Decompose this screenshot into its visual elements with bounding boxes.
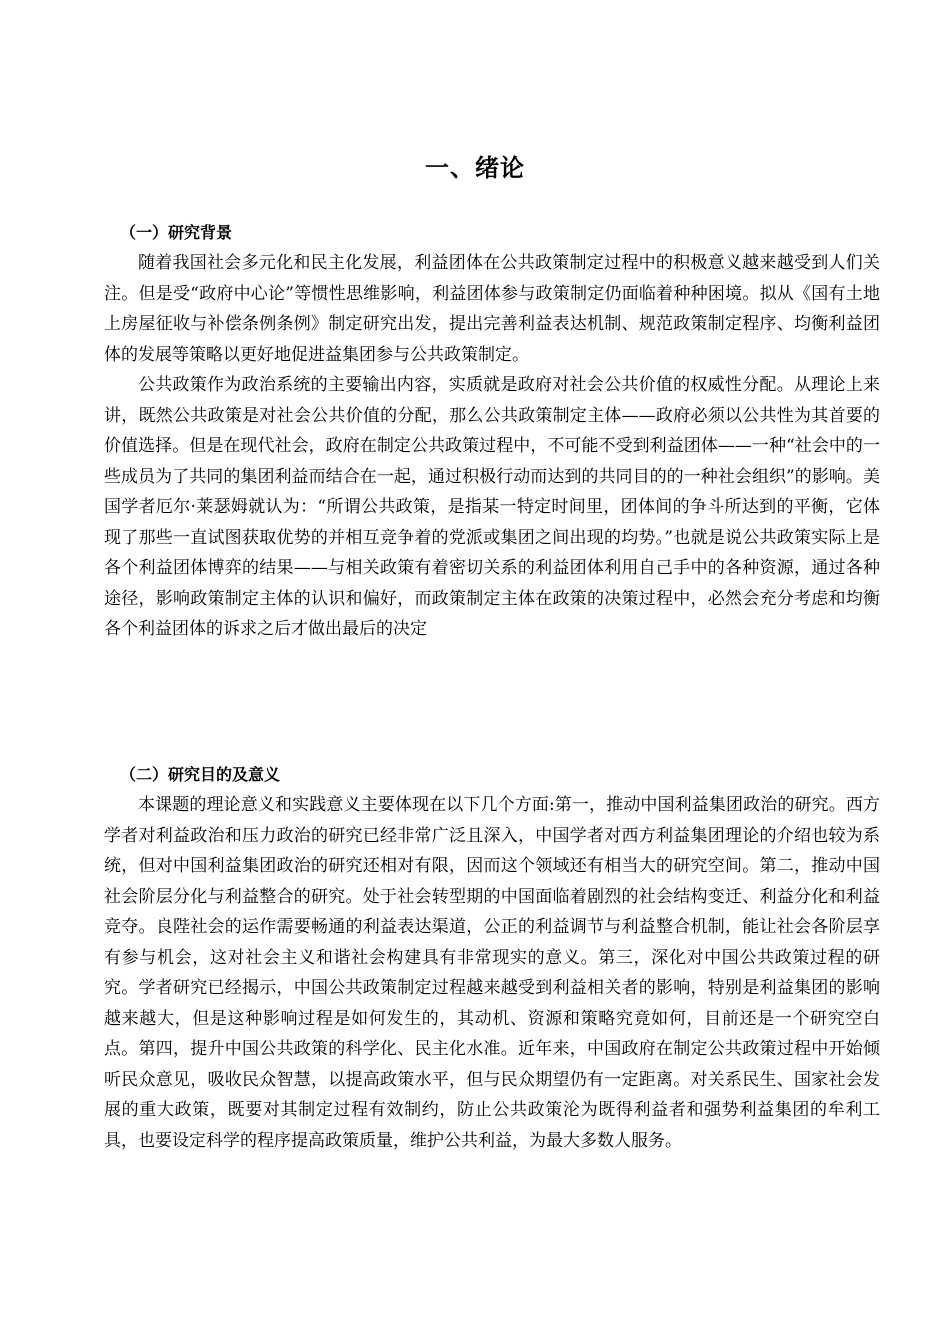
section-research-background	[104, 218, 880, 645]
section-heading: （一）研究背景	[120, 223, 233, 242]
paragraph: 公共政策作为政治系统的主要输出内容，实质就是政府对社会公共价值的权威性分配。从理论上来讲，既然公共政策是对社会公共价值的分配，那么公共政策制定主体——政府必须以公共性为其首要的价值选择。但是在现代社会，政府在制定公共政策过程中，不可能不受到利益团体——一种“社会中的一些成员为了共同的集团利益而结合在一起，通过积极行动而达到的共同目的的一种社会组织”的影响。美国学者厄尔·莱瑟姆就认为：“所谓公共政策，是指某一特定时间里，团体间的争斗所达到的平衡，它体现了那些一直试图获取优势的并相互竞争着的党派或集团之间出现的均势。”也就是说公共政策实际上是各个利益团体博弈的结果——与相关政策有着密切关系的利益团体利用自己手中的各种资源，通过各种途径，影响政策制定主体的认识和偏好，而政策制定主体在政策的决策过程中，必然会充分考虑和均衡各个利益团体的诉求之后才做出最后的决定	[104, 375, 880, 639]
section-heading: （二）研究目的及意义	[120, 765, 281, 784]
section-research-purpose	[104, 760, 880, 1156]
paragraph: 本课题的理论意义和实践意义主要体现在以下几个方面:第一，推动中国利益集团政治的研究。西方学者对利益政治和压力政治的研究已经非常广泛且深入，中国学者对西方利益集团理论的介绍也较为系统，但对中国利益集团政治的研究还相对有限，因而这个领域还有相当大的研究空间。第二，推动中国社会阶层分化与利益整合的研究。处于社会转型期的中国面临着剧烈的社会结构变迁、利益分化和利益竞夺。良陛社会的运作需要畅通的利益表达渠道，公正的利益调节与利益整合机制，能让社会各阶层享有参与机会，这对社会主义和谐社会构建具有非常现实的意义。第三，深化对中国公共政策过程的研究。学者研究已经揭示，中国公共政策制定过程越来越受到利益相关者的影响，特别是利益集团的影响越来越大，但是这种影响过程是如何发生的，其动机、资源和策略究竟如何，目前还是一个研究空白点。第四，提升中国公共政策的科学化、民主化水准。近年来，中国政府在制定公共政策过程中开始倾听民众意见，吸收民众智慧，以提高政策水平，但与民众期望仍有一定距离。对关系民生、国家社会发展的重大政策，既要对其制定过程有效制约，防止公共政策沦为既得利益者和强势利益集团的牟利工具，也要设定科学的程序提高政策质量，维护公共利益，为最大多数人服务。	[104, 795, 880, 1151]
chapter-title: 一、绪论	[425, 154, 525, 182]
paragraph: 随着我国社会多元化和民主化发展，利益团体在公共政策制定过程中的积极意义越来越受到人们关注。但是受“政府中心论”等惯性思维影响，利益团体参与政策制定仍面临着种种困境。拟从《国有土地上房屋征收与补偿条例条例》制定研究出发，提出完善利益表达机制、规范政策制定程序、均衡利益团体的发展等策略以更好地促进益集团参与公共政策制定。	[104, 253, 880, 365]
